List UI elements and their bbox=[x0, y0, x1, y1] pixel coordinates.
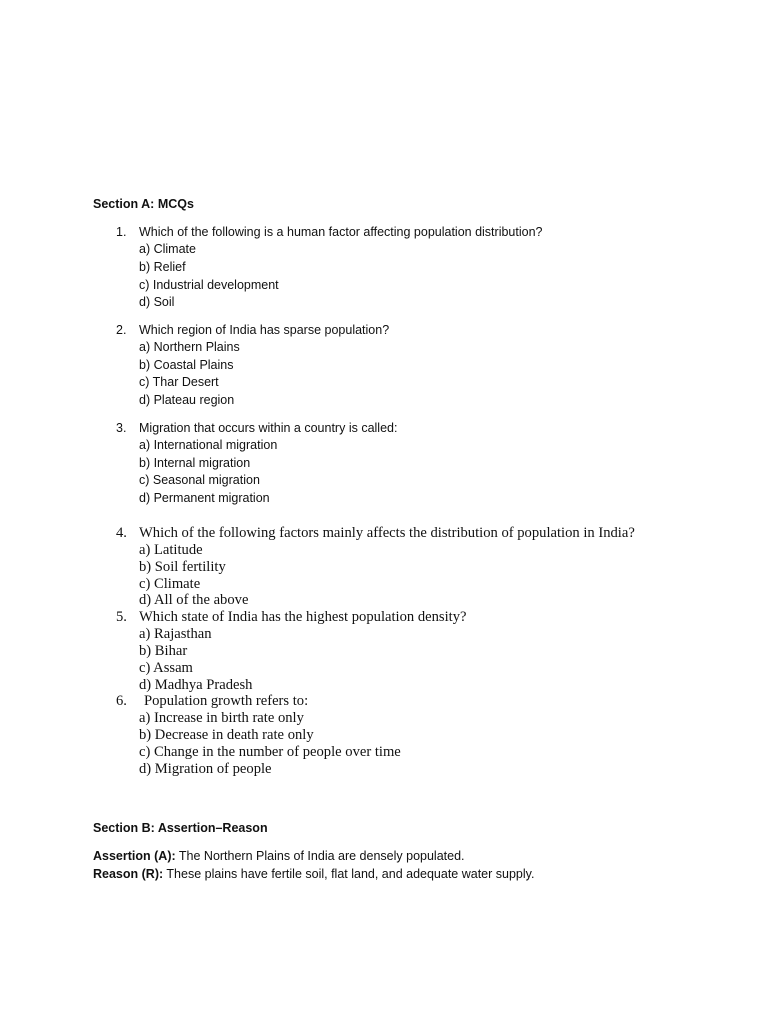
option-d: d) Madhya Pradesh bbox=[139, 677, 253, 693]
reason-line bbox=[93, 867, 534, 881]
option-c: c) Seasonal migration bbox=[139, 473, 260, 487]
question-number: 6. bbox=[116, 693, 127, 709]
question-number: 3. bbox=[116, 421, 127, 435]
question-text: Which region of India has sparse population? bbox=[139, 323, 390, 337]
option-d: d) All of the above bbox=[139, 592, 249, 608]
option-d: d) Migration of people bbox=[139, 761, 272, 777]
option-d: d) Soil bbox=[139, 295, 175, 309]
option-a: a) Northern Plains bbox=[139, 340, 240, 354]
assertion-label: Assertion (A): bbox=[93, 849, 176, 863]
question-number: 2. bbox=[116, 323, 127, 337]
option-d: d) Permanent migration bbox=[139, 491, 270, 505]
option-a: a) Latitude bbox=[139, 542, 203, 558]
option-b: b) Bihar bbox=[139, 643, 188, 659]
option-a: a) Rajasthan bbox=[139, 626, 212, 642]
option-c: c) Change in the number of people over time bbox=[139, 744, 401, 760]
option-c: c) Assam bbox=[139, 660, 193, 676]
option-b: b) Internal migration bbox=[139, 456, 251, 470]
option-a: a) International migration bbox=[139, 438, 278, 452]
question-number: 5. bbox=[116, 609, 127, 625]
option-b: b) Soil fertility bbox=[139, 559, 226, 575]
option-c: c) Thar Desert bbox=[139, 375, 219, 389]
reason-label: Reason (R): bbox=[93, 867, 164, 881]
option-a: a) Climate bbox=[139, 242, 196, 256]
question-text: Which of the following factors mainly affects the distribution of population in India? bbox=[139, 525, 635, 541]
question-text: Migration that occurs within a country is called: bbox=[139, 421, 398, 435]
assertion-line bbox=[93, 849, 465, 863]
option-c: c) Industrial development bbox=[139, 278, 279, 292]
option-b: b) Relief bbox=[139, 260, 186, 274]
question-text: Which of the following is a human factor affecting population distribution? bbox=[139, 225, 543, 239]
option-d: d) Plateau region bbox=[139, 393, 235, 407]
reason-text: These plains have fertile soil, flat land, and adequate water supply. bbox=[163, 867, 535, 881]
question-text: Population growth refers to: bbox=[144, 693, 309, 709]
option-c: c) Climate bbox=[139, 576, 201, 592]
option-a: a) Increase in birth rate only bbox=[139, 710, 304, 726]
section-a-heading: Section A: MCQs bbox=[93, 197, 194, 211]
question-number: 4. bbox=[116, 525, 127, 541]
option-b: b) Decrease in death rate only bbox=[139, 727, 314, 743]
question-number: 1. bbox=[116, 225, 127, 239]
section-b-heading: Section B: Assertion–Reason bbox=[93, 821, 268, 835]
question-text: Which state of India has the highest population density? bbox=[139, 609, 467, 625]
option-b: b) Coastal Plains bbox=[139, 358, 234, 372]
assertion-text: The Northern Plains of India are densely populated. bbox=[175, 849, 465, 863]
